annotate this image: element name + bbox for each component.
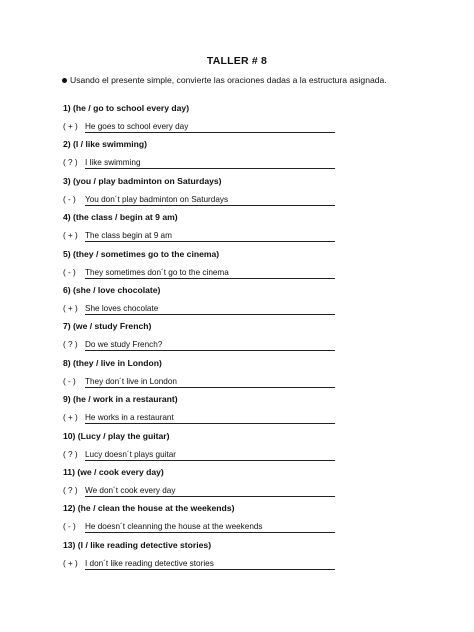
answer-underline <box>85 205 335 206</box>
exercise-answer <box>63 231 335 240</box>
exercise-item <box>63 503 353 539</box>
exercise-prompt: 11) (we / cook every day) <box>63 466 164 477</box>
exercise-item <box>63 212 353 248</box>
answer-text: Lucy doesn´t plays guitar <box>85 449 177 459</box>
answer-underline <box>85 423 335 424</box>
answer-underline <box>85 569 335 570</box>
answer-text: We don´t cook every day <box>85 485 176 495</box>
exercise-answer <box>63 522 335 531</box>
exercise-list <box>63 103 353 576</box>
exercise-prompt: 3) (you / play badminton on Saturdays) <box>63 175 222 186</box>
exercise-item <box>63 249 353 285</box>
exercise-prompt: 5) (they / sometimes go to the cinema) <box>63 248 220 259</box>
exercise-answer <box>63 268 335 277</box>
exercise-prompt: 12) (he / clean the house at the weekends) <box>63 503 235 514</box>
exercise-item <box>63 540 353 576</box>
answer-text: She loves chocolate <box>85 303 159 313</box>
answer-sign: ( ? ) <box>63 158 78 168</box>
answer-underline <box>85 168 335 169</box>
exercise-prompt: 8) (they / live in London) <box>63 357 162 368</box>
exercise-answer <box>63 304 335 313</box>
exercise-item <box>63 431 353 467</box>
exercise-answer <box>63 122 335 131</box>
answer-text: They sometimes don´t go to the cinema <box>85 267 229 277</box>
instruction-text: Usando el presente simple, convierte las oraciones dadas a la estructura asignada. <box>70 75 387 85</box>
answer-underline <box>85 532 335 533</box>
exercise-prompt: 2) (I / like swimming) <box>63 139 148 150</box>
exercise-prompt: 7) (we / study French) <box>63 321 152 332</box>
instruction <box>70 75 450 86</box>
exercise-item <box>63 358 353 394</box>
answer-sign: ( + ) <box>63 303 78 313</box>
exercise-answer <box>63 559 335 568</box>
exercise-item <box>63 321 353 357</box>
answer-sign: ( + ) <box>63 413 78 423</box>
answer-text: He works in a restaurant <box>85 413 174 423</box>
exercise-answer <box>63 450 335 459</box>
exercise-prompt: 6) (she / love chocolate) <box>63 284 161 295</box>
bullet-icon <box>62 78 67 83</box>
answer-underline <box>85 387 335 388</box>
answer-text: They don´t live in London <box>85 376 177 386</box>
exercise-prompt: 4) (the class / begin at 9 am) <box>63 212 178 223</box>
exercise-item <box>63 285 353 321</box>
answer-sign: ( + ) <box>63 558 78 568</box>
answer-sign: ( ? ) <box>63 340 78 350</box>
answer-sign: ( - ) <box>63 376 76 386</box>
exercise-item <box>63 394 353 430</box>
answer-sign: ( + ) <box>63 122 78 131</box>
exercise-answer <box>63 340 335 349</box>
answer-sign: ( - ) <box>63 522 76 532</box>
answer-underline <box>85 496 335 497</box>
exercise-item <box>63 467 353 503</box>
answer-sign: ( ? ) <box>63 449 78 459</box>
answer-text: He goes to school every day <box>85 122 189 131</box>
answer-underline <box>85 241 335 242</box>
exercise-answer <box>63 158 335 167</box>
exercise-item <box>63 176 353 212</box>
answer-text: He doesn´t cleanning the house at the weekends <box>85 522 263 532</box>
exercise-item <box>63 103 353 139</box>
answer-sign: ( + ) <box>63 231 78 241</box>
exercise-answer <box>63 413 335 422</box>
exercise-answer <box>63 486 335 495</box>
exercise-prompt: 1) (he / go to school every day) <box>63 103 190 113</box>
answer-underline <box>85 132 335 133</box>
exercise-item <box>63 139 353 175</box>
answer-text: I don´t like reading detective stories <box>85 558 214 568</box>
exercise-answer <box>63 377 335 386</box>
answer-underline <box>85 350 335 351</box>
answer-text: I like swimming <box>85 158 141 168</box>
answer-sign: ( - ) <box>63 194 76 204</box>
answer-sign: ( ? ) <box>63 485 78 495</box>
exercise-prompt: 9) (he / work in a restaurant) <box>63 394 178 405</box>
answer-underline <box>85 460 335 461</box>
exercise-prompt: 13) (I / like reading detective stories) <box>63 539 212 550</box>
answer-underline <box>85 278 335 279</box>
answer-underline <box>85 314 335 315</box>
exercise-prompt: 10) (Lucy / play the guitar) <box>63 430 170 441</box>
page-title: TALLER # 8 <box>206 55 268 67</box>
answer-text: The class begin at 9 am <box>85 231 172 241</box>
answer-text: You don´t play badminton on Saturdays <box>85 194 229 204</box>
exercise-answer <box>63 195 335 204</box>
answer-text: Do we study French? <box>85 340 163 350</box>
answer-sign: ( - ) <box>63 267 76 277</box>
